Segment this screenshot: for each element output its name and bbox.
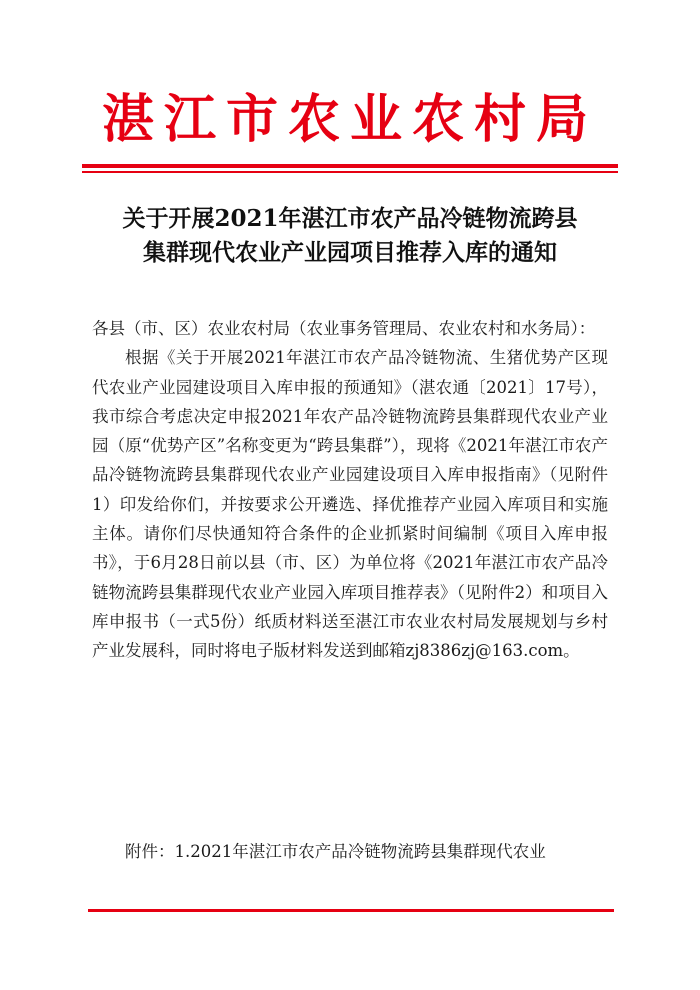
- document-body: [92, 314, 608, 666]
- agency-name: 湛江市农业农村局: [101, 89, 598, 150]
- attachment-section: [92, 837, 608, 866]
- header-rule-thick: [82, 164, 618, 168]
- attachment-line: 附件：1.2021年湛江市农产品冷链物流跨县集群现代农业: [125, 842, 546, 861]
- document-title-line-1: 关于开展2021年湛江市农产品冷链物流跨县: [122, 205, 578, 232]
- salutation: 各县（市、区）农业农村局（农业事务管理局、农业农村和水务局）：: [92, 319, 596, 338]
- header-rule-thin: [82, 171, 618, 173]
- footer-rule: [88, 909, 614, 912]
- body-paragraph: 根据《关于开展2021年湛江市农产品冷链物流、生猪优势产区现代农业产业园建设项目入库申报的预通知》（湛农通〔2021〕17号），我市综合考虑决定申报2021年农产品冷链物流跨县集群现代农业产业园（原“优势产区”名称变更为“跨县集群”），现将《2021年湛江市农产品冷链物流跨县集群现代农业产业园建设项目入库申报指南》（见附件1）印发给你们，并按要求公开遴选、择优推荐产业园入库项目和实施主体。请你们尽快通知符合条件的企业抓紧时间编制《项目入库申报书》，于6月28日前以县（市、区）为单位将《2021年湛江市农产品冷链物流跨县集群现代农业产业园入库项目推荐表》（见附件2）和项目入库申报书（一式5份）纸质材料送至湛江市农业农村局发展规划与乡村产业发展科，同时将电子版材料发送到邮箱zj8386zj@163.com。: [92, 348, 608, 661]
- document-title: [70, 202, 630, 270]
- document-title-line-2: 集群现代农业产业园项目推荐入库的通知: [143, 239, 557, 266]
